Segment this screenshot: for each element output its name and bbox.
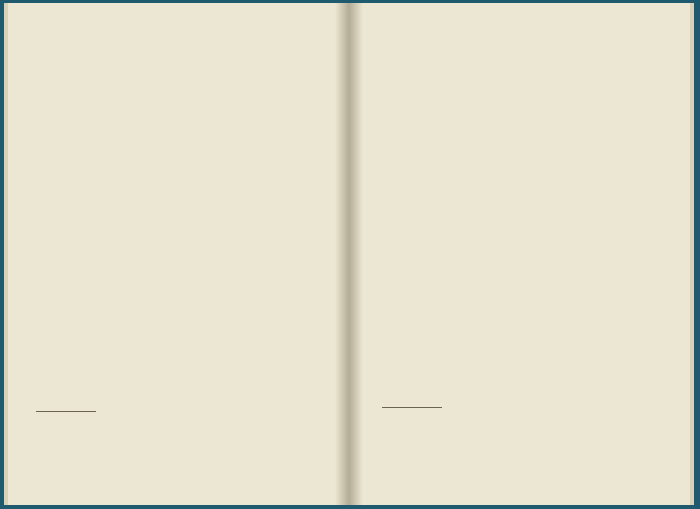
right-body-text [382,77,672,403]
left-fore-edge [4,3,8,505]
open-book-spread [4,3,694,505]
left-footnote-rule [36,411,96,412]
left-page [4,3,349,505]
left-body-text [36,77,331,409]
left-gutter-shadow [335,3,349,505]
right-fore-edge [690,3,694,505]
right-footnote-rule [382,407,442,408]
right-gutter-shadow [349,3,363,505]
right-page [349,3,694,505]
